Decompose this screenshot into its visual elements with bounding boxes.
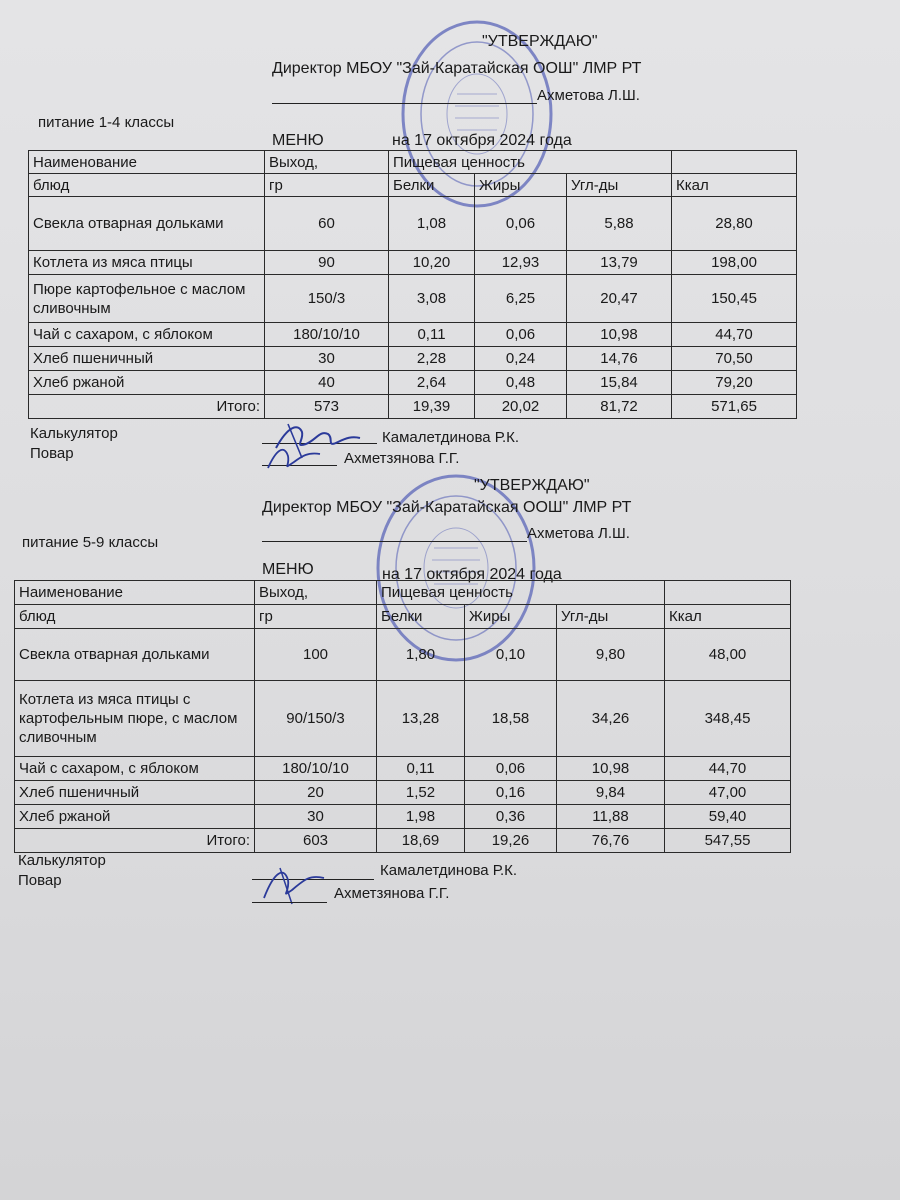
dish-fat: 6,25 — [475, 275, 567, 323]
dish-name: Чай с сахаром, с яблоком — [15, 757, 255, 781]
col-fat-header: Жиры — [475, 174, 567, 197]
menu-table — [28, 150, 797, 419]
dish-kcal: 28,80 — [672, 197, 797, 251]
director-line: Директор МБОУ "Зай-Каратайская ООШ" ЛМР РТ — [262, 499, 632, 516]
dish-kcal: 44,70 — [672, 323, 797, 347]
table-row — [29, 251, 797, 275]
dish-protein: 2,28 — [389, 347, 475, 371]
dish-carbs: 10,98 — [557, 757, 665, 781]
dish-fat: 0,06 — [475, 197, 567, 251]
dish-yield: 90 — [265, 251, 389, 275]
header-row — [29, 151, 797, 174]
total-row — [15, 829, 791, 853]
calculator-label: Калькулятор — [18, 852, 106, 869]
dish-carbs: 15,84 — [567, 371, 672, 395]
col-protein-header: Белки — [377, 605, 465, 629]
col-name-subheader: блюд — [29, 174, 265, 197]
dish-protein: 0,11 — [389, 323, 475, 347]
menu-date: на 17 октября 2024 года — [382, 566, 562, 583]
dish-protein: 1,80 — [377, 629, 465, 681]
dish-carbs: 10,98 — [567, 323, 672, 347]
dish-carbs: 13,79 — [567, 251, 672, 275]
cook-signature — [262, 440, 332, 475]
dish-yield: 40 — [265, 371, 389, 395]
dish-carbs: 11,88 — [557, 805, 665, 829]
total-yield: 573 — [265, 395, 389, 419]
dish-name: Хлеб ржаной — [15, 805, 255, 829]
col-name-subheader: блюд — [15, 605, 255, 629]
dish-protein: 13,28 — [377, 681, 465, 757]
total-label: Итого: — [15, 829, 255, 853]
dish-name: Котлета из мяса птицы с картофельным пюре, с маслом сливочным — [15, 681, 255, 757]
col-carbs-header: Угл-ды — [557, 605, 665, 629]
table-row — [15, 781, 791, 805]
dish-protein: 2,64 — [389, 371, 475, 395]
total-protein: 19,39 — [389, 395, 475, 419]
dish-yield: 30 — [255, 805, 377, 829]
col-yield-unit: гр — [265, 174, 389, 197]
dish-carbs: 9,80 — [557, 629, 665, 681]
director-name: Ахметова Л.Ш. — [527, 525, 630, 542]
cook-signature-line — [252, 902, 327, 903]
menu-table — [14, 580, 791, 853]
col-kcal-header: Ккал — [665, 605, 791, 629]
dish-protein: 1,52 — [377, 781, 465, 805]
dish-kcal: 79,20 — [672, 371, 797, 395]
dish-fat: 0,10 — [465, 629, 557, 681]
dish-protein: 1,08 — [389, 197, 475, 251]
dish-protein: 10,20 — [389, 251, 475, 275]
director-name: Ахметова Л.Ш. — [537, 87, 640, 104]
col-nutrition-header: Пищевая ценность — [389, 151, 672, 174]
col-carbs-header: Угл-ды — [567, 174, 672, 197]
dish-yield: 180/10/10 — [265, 323, 389, 347]
dish-name: Котлета из мяса птицы — [29, 251, 265, 275]
director-signature-line — [272, 103, 537, 104]
dish-carbs: 14,76 — [567, 347, 672, 371]
dish-carbs: 9,84 — [557, 781, 665, 805]
cook-name: Ахметзянова Г.Г. — [344, 450, 460, 467]
dish-kcal: 48,00 — [665, 629, 791, 681]
subheader-row — [15, 605, 791, 629]
total-carbs: 81,72 — [567, 395, 672, 419]
director-signature-line — [262, 541, 527, 542]
dish-yield: 20 — [255, 781, 377, 805]
group-label: питание 5-9 классы — [22, 534, 159, 551]
dish-protein: 1,98 — [377, 805, 465, 829]
total-kcal: 547,55 — [665, 829, 791, 853]
director-line: Директор МБОУ "Зай-Каратайская ООШ" ЛМР РТ — [272, 60, 642, 77]
dish-name: Чай с сахаром, с яблоком — [29, 323, 265, 347]
dish-fat: 0,24 — [475, 347, 567, 371]
dish-kcal: 348,45 — [665, 681, 791, 757]
dish-fat: 0,06 — [475, 323, 567, 347]
table-row — [15, 629, 791, 681]
table-row — [29, 197, 797, 251]
dish-name: Хлеб ржаной — [29, 371, 265, 395]
table-row — [29, 347, 797, 371]
menu-date: на 17 октября 2024 года — [392, 132, 572, 149]
dish-kcal: 198,00 — [672, 251, 797, 275]
dish-yield: 30 — [265, 347, 389, 371]
dish-name: Пюре картофельное с маслом сливочным — [29, 275, 265, 323]
total-carbs: 76,76 — [557, 829, 665, 853]
col-yield-header: Выход, — [265, 151, 389, 174]
header-row — [15, 581, 791, 605]
col-yield-header: Выход, — [255, 581, 377, 605]
table-row — [15, 805, 791, 829]
dish-fat: 0,16 — [465, 781, 557, 805]
calculator-signature — [256, 858, 336, 908]
total-kcal: 571,65 — [672, 395, 797, 419]
menu-label: МЕНЮ — [272, 132, 324, 149]
dish-name: Свекла отварная дольками — [15, 629, 255, 681]
col-yield-unit: гр — [255, 605, 377, 629]
dish-yield: 150/3 — [265, 275, 389, 323]
dish-name: Хлеб пшеничный — [29, 347, 265, 371]
col-nutrition-header: Пищевая ценность — [377, 581, 665, 605]
table-row — [15, 757, 791, 781]
dish-kcal: 70,50 — [672, 347, 797, 371]
dish-carbs: 34,26 — [557, 681, 665, 757]
group-label: питание 1-4 классы — [38, 114, 175, 131]
col-fat-header: Жиры — [465, 605, 557, 629]
col-kcal-header: Ккал — [672, 174, 797, 197]
dish-kcal: 59,40 — [665, 805, 791, 829]
cook-label: Повар — [30, 445, 74, 462]
calculator-name: Камалетдинова Р.К. — [382, 429, 520, 446]
dish-kcal: 44,70 — [665, 757, 791, 781]
dish-fat: 12,93 — [475, 251, 567, 275]
dish-carbs: 5,88 — [567, 197, 672, 251]
dish-name: Хлеб пшеничный — [15, 781, 255, 805]
dish-yield: 100 — [255, 629, 377, 681]
total-protein: 18,69 — [377, 829, 465, 853]
dish-fat: 18,58 — [465, 681, 557, 757]
dish-kcal: 150,45 — [672, 275, 797, 323]
table-row — [29, 371, 797, 395]
col-empty-header — [672, 151, 797, 174]
dish-fat: 0,06 — [465, 757, 557, 781]
col-protein-header: Белки — [389, 174, 475, 197]
dish-kcal: 47,00 — [665, 781, 791, 805]
col-empty-header — [665, 581, 791, 605]
subheader-row — [29, 174, 797, 197]
dish-name: Свекла отварная дольками — [29, 197, 265, 251]
total-yield: 603 — [255, 829, 377, 853]
menu-label: МЕНЮ — [262, 561, 314, 578]
col-name-header: Наименование — [29, 151, 265, 174]
dish-carbs: 20,47 — [567, 275, 672, 323]
approve-label: "УТВЕРЖДАЮ" — [474, 477, 590, 494]
dish-protein: 3,08 — [389, 275, 475, 323]
total-row — [29, 395, 797, 419]
dish-fat: 0,48 — [475, 371, 567, 395]
col-name-header: Наименование — [15, 581, 255, 605]
cook-label: Повар — [18, 872, 62, 889]
approve-label: "УТВЕРЖДАЮ" — [482, 33, 598, 50]
cook-name: Ахметзянова Г.Г. — [334, 885, 450, 902]
dish-yield: 90/150/3 — [255, 681, 377, 757]
total-fat: 19,26 — [465, 829, 557, 853]
calculator-label: Калькулятор — [30, 425, 118, 442]
dish-fat: 0,36 — [465, 805, 557, 829]
total-label: Итого: — [29, 395, 265, 419]
table-row — [29, 275, 797, 323]
dish-yield: 180/10/10 — [255, 757, 377, 781]
dish-yield: 60 — [265, 197, 389, 251]
calculator-name: Камалетдинова Р.К. — [380, 862, 518, 879]
table-row — [15, 681, 791, 757]
dish-protein: 0,11 — [377, 757, 465, 781]
total-fat: 20,02 — [475, 395, 567, 419]
table-row — [29, 323, 797, 347]
